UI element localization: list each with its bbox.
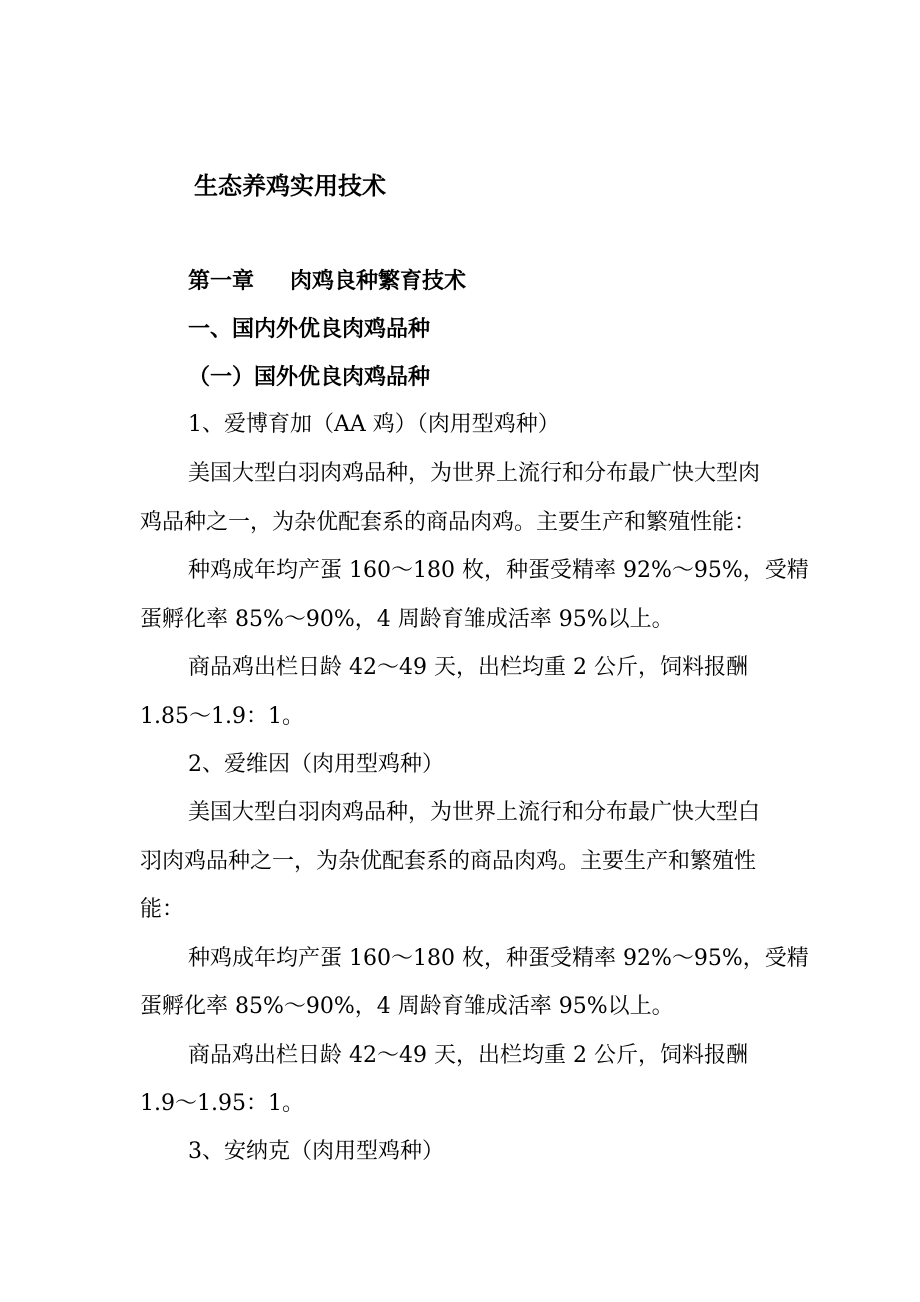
paragraph-line: 种鸡成年均产蛋 160～180 枚，种蛋受精率 92%～95%，受精 bbox=[188, 558, 809, 583]
breed-heading: 2、爱维因（肉用型鸡种） bbox=[188, 752, 444, 777]
chapter-heading bbox=[188, 268, 466, 296]
paragraph-line: 商品鸡出栏日龄 42～49 天，出栏均重 2 公斤，饲料报酬 bbox=[188, 1043, 748, 1068]
chapter-number: 第一章 bbox=[188, 269, 255, 294]
breed-heading: 1、爱博育加（AA 鸡）（肉用型鸡种） bbox=[188, 412, 560, 437]
paragraph-line: 美国大型白羽肉鸡品种，为世界上流行和分布最广快大型肉 bbox=[188, 461, 761, 486]
paragraph-line: 鸡品种之一，为杂优配套系的商品肉鸡。主要生产和繁殖性能： bbox=[140, 510, 757, 535]
paragraph-line: 羽肉鸡品种之一，为杂优配套系的商品肉鸡。主要生产和繁殖性 bbox=[140, 849, 757, 874]
breed-heading: 3、安纳克（肉用型鸡种） bbox=[188, 1139, 444, 1164]
paragraph-line: 蛋孵化率 85%～90%，4 周龄育雏成活率 95%以上。 bbox=[140, 607, 674, 632]
paragraph-line: 蛋孵化率 85%～90%，4 周龄育雏成活率 95%以上。 bbox=[140, 994, 674, 1019]
paragraph-line: 美国大型白羽肉鸡品种，为世界上流行和分布最广快大型白 bbox=[188, 800, 761, 825]
subsection-heading: （一）国外优良肉鸡品种 bbox=[188, 365, 431, 390]
document-title: 生态养鸡实用技术 bbox=[194, 172, 386, 200]
section-heading: 一、国内外优良肉鸡品种 bbox=[188, 317, 431, 342]
paragraph-line: 1.85～1.9：1。 bbox=[140, 704, 304, 729]
paragraph-line: 能： bbox=[140, 897, 185, 922]
paragraph-line: 1.9～1.95：1。 bbox=[140, 1091, 304, 1116]
paragraph-line: 种鸡成年均产蛋 160～180 枚，种蛋受精率 92%～95%，受精 bbox=[188, 946, 809, 971]
chapter-title: 肉鸡良种繁育技术 bbox=[290, 269, 467, 294]
paragraph-line: 商品鸡出栏日龄 42～49 天，出栏均重 2 公斤，饲料报酬 bbox=[188, 655, 748, 680]
